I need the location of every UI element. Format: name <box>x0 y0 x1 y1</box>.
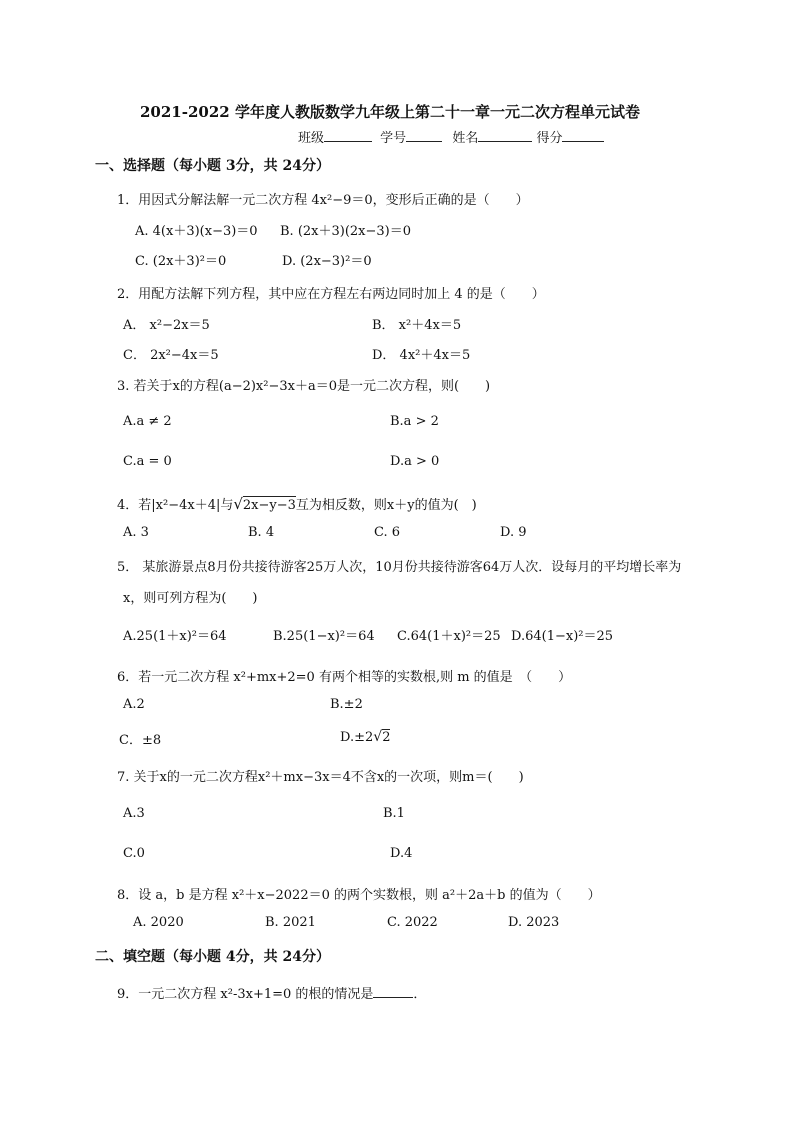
question-5-option-a[interactable]: A.25(1＋x)²＝64 <box>123 629 227 644</box>
question-4-stem-end: 互为相反数，则x＋y的值为( ) <box>295 498 477 513</box>
question-7-option-a[interactable]: A.3 <box>123 806 145 821</box>
question-3-stem: 3. 若关于x的方程(a−2)x²−3x＋a＝0是一元二次方程，则( ) <box>117 379 491 394</box>
student-id-blank[interactable] <box>406 128 442 142</box>
question-4-option-d[interactable]: D. 9 <box>500 525 527 540</box>
question-3-option-a[interactable]: A.a ≠ 2 <box>123 414 172 429</box>
question-7-option-c[interactable]: C.0 <box>123 846 145 861</box>
question-1-stem: 1．用因式分解法解一元二次方程 4x²−9＝0，变形后正确的是（ ） <box>117 193 529 208</box>
section-heading-choice: 一、选择题（每小题 3分，共 24分） <box>95 158 330 174</box>
question-8-option-b[interactable]: B. 2021 <box>265 915 316 930</box>
question-5-stem-line-1: 5． 某旅游景点8月份共接待游客25万人次，10月份共接待游客64万人次．设每月的平均增长率为 <box>117 560 682 575</box>
question-6-stem: 6．若一元二次方程 x²+mx+2=0 有两个相等的实数根,则 m 的值是 （ ） <box>117 670 572 685</box>
question-6-option-a[interactable]: A.2 <box>123 697 145 712</box>
score-label: 得分 <box>536 131 563 146</box>
question-2-option-b[interactable]: B． x²＋4x＝5 <box>372 318 462 333</box>
question-6-option-c[interactable]: C．±8 <box>119 733 162 748</box>
sqrt-symbol: √ <box>373 729 383 745</box>
question-5-option-c[interactable]: C.64(1＋x)²＝25 <box>397 629 501 644</box>
question-5-option-b[interactable]: B.25(1−x)²＝64 <box>273 629 375 644</box>
class-label: 班级 <box>298 131 325 146</box>
question-1-option-d[interactable]: D. (2x−3)²＝0 <box>282 254 372 269</box>
question-9-stem <box>117 983 426 1002</box>
question-4-stem-start: 4．若|x²−4x＋4|与 <box>117 498 234 513</box>
question-4-option-c[interactable]: C. 6 <box>374 525 401 540</box>
question-7-option-d[interactable]: D.4 <box>390 846 413 861</box>
question-1-option-c[interactable]: C. (2x＋3)²＝0 <box>135 254 227 269</box>
name-label: 姓名 <box>452 131 479 146</box>
question-2-stem: 2．用配方法解下列方程，其中应在方程左右两边同时加上 4 的是（ ） <box>117 287 545 302</box>
sqrt-symbol: √ <box>233 495 243 513</box>
question-3-option-c[interactable]: C.a = 0 <box>123 454 172 469</box>
question-5-stem-line-2: x，则可列方程为( ) <box>123 591 258 606</box>
question-7-option-b[interactable]: B.1 <box>383 806 405 821</box>
student-id-label: 学号 <box>380 131 407 146</box>
question-9-text: 9．一元二次方程 x²-3x+1=0 的根的情况是 <box>117 987 374 1002</box>
question-3-option-d[interactable]: D.a > 0 <box>390 454 440 469</box>
question-8-option-a[interactable]: A. 2020 <box>133 915 184 930</box>
question-6-option-d[interactable] <box>340 729 390 745</box>
question-8-option-d[interactable]: D. 2023 <box>508 915 560 930</box>
question-4-stem <box>117 494 477 513</box>
question-1-option-a[interactable]: A. 4(x＋3)(x−3)＝0 <box>135 224 258 239</box>
question-4-radicand: 2x−y−3 <box>242 498 296 513</box>
question-6-option-b[interactable]: B.±2 <box>330 697 363 712</box>
section-heading-fill-in: 二、填空题（每小题 4分，共 24分） <box>95 949 330 965</box>
question-7-stem: 7. 关于x的一元二次方程x²＋mx−3x＝4不含x的一次项，则m＝( ) <box>117 770 524 785</box>
question-2-option-a[interactable]: A． x²−2x＝5 <box>123 318 210 333</box>
question-2-option-d[interactable]: D． 4x²＋4x＝5 <box>372 348 471 363</box>
exam-title: 2021-2022 学年度人教版数学九年级上第二十一章一元二次方程单元试卷 <box>140 103 640 121</box>
question-9-answer-blank[interactable] <box>373 985 413 998</box>
question-4-option-b[interactable]: B. 4 <box>248 525 275 540</box>
question-3-option-b[interactable]: B.a > 2 <box>390 414 439 429</box>
question-4-option-a[interactable]: A. 3 <box>123 525 149 540</box>
question-2-option-c[interactable]: C． 2x²−4x＝5 <box>123 348 219 363</box>
question-1-option-b[interactable]: B. (2x＋3)(2x−3)＝0 <box>280 224 412 239</box>
question-8-option-c[interactable]: C. 2022 <box>387 915 438 930</box>
question-6-option-d-text: D.±2 <box>340 730 374 745</box>
question-6-option-d-radicand: 2 <box>382 730 391 745</box>
question-8-stem: 8．设 a，b 是方程 x²＋x−2022＝0 的两个实数根，则 a²＋2a＋b 的值为（ ） <box>117 888 601 903</box>
class-blank[interactable] <box>324 128 372 142</box>
question-5-option-d[interactable]: D.64(1−x)²＝25 <box>511 629 614 644</box>
score-blank[interactable] <box>562 128 604 142</box>
question-9-end: ． <box>413 987 427 1002</box>
student-info-row <box>298 127 604 146</box>
name-blank[interactable] <box>478 128 532 142</box>
